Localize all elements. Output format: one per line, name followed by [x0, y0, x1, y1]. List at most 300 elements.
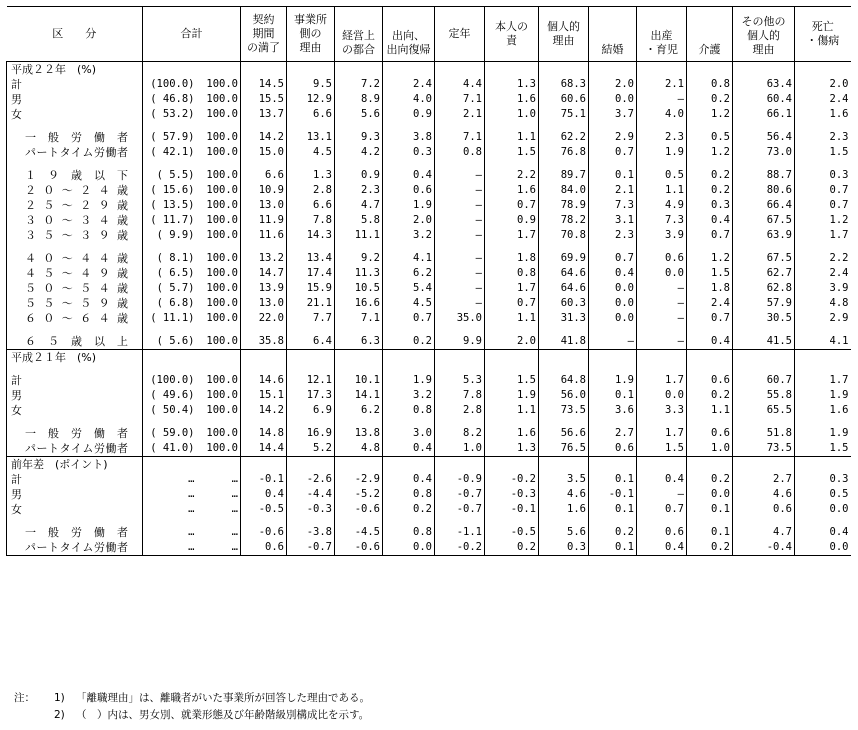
- composition-ratio: …: [143, 525, 197, 540]
- cell-value: [485, 457, 539, 473]
- cell-value: 0.9: [383, 107, 435, 122]
- composition-ratio: (100.0): [143, 373, 197, 388]
- cell-value: 4.5: [287, 145, 335, 160]
- cell-value: 0.7: [589, 251, 637, 266]
- cell-value: 78.2: [539, 213, 589, 228]
- cell-value: 5.8: [335, 213, 383, 228]
- cell-value: 2.3: [589, 228, 637, 243]
- cell-value: 3.2: [383, 228, 435, 243]
- cell-value: 0.9: [335, 168, 383, 183]
- cell-value: 4.1: [383, 251, 435, 266]
- cell-value: -5.2: [335, 487, 383, 502]
- cell-value: 3.7: [589, 107, 637, 122]
- cell-value: 1.3: [485, 77, 539, 92]
- cell-value: [589, 457, 637, 473]
- cell-value: 15.0: [241, 145, 287, 160]
- header-own-fault: 本人の 責: [485, 7, 539, 62]
- spacer-row: [7, 365, 851, 373]
- cell-value: -3.8: [287, 525, 335, 540]
- table-row: [7, 311, 851, 326]
- cell-value: 0.8: [383, 525, 435, 540]
- footnote-number: 2): [54, 709, 65, 721]
- cell-value: -2.9: [335, 472, 383, 487]
- cell-value: 22.0: [241, 311, 287, 326]
- cell-value: 0.7: [485, 296, 539, 311]
- composition-ratio: ( 41.0): [143, 441, 197, 457]
- cell-value: 5.6: [335, 107, 383, 122]
- cell-value: 100.0: [206, 282, 238, 294]
- cell-value: 73.0: [733, 145, 795, 160]
- cell-value: 67.5: [733, 213, 795, 228]
- cell-value: 1.2: [687, 107, 733, 122]
- header-retirement-age: 定年: [435, 7, 485, 62]
- row-label: 平成２１年 (%): [7, 350, 143, 366]
- cell-value: 0.0: [637, 266, 687, 281]
- header-death-illness: 死亡 ・傷病: [795, 7, 851, 62]
- row-label: 前年差 (ポイント): [7, 457, 143, 473]
- cell-value: 56.6: [539, 426, 589, 441]
- row-label: 女: [7, 107, 143, 122]
- row-label: ２０～２４歳: [7, 183, 143, 198]
- cell-value: 0.4: [589, 266, 637, 281]
- cell-value: 35.8: [241, 334, 287, 350]
- cell-value: 1.7: [637, 373, 687, 388]
- cell-value: [485, 350, 539, 366]
- table-row: [7, 198, 851, 213]
- cell-value: 100.0: [206, 146, 238, 158]
- cell-value: 100.0: [206, 78, 238, 90]
- cell-value: 56.4: [733, 130, 795, 145]
- cell-value: 7.8: [287, 213, 335, 228]
- table-row: [7, 426, 851, 441]
- cell-value: 1.2: [795, 213, 851, 228]
- cell-value: 0.4: [383, 168, 435, 183]
- table-row: [7, 525, 851, 540]
- header-contract-expiry: 契約 期間 の満了: [241, 7, 287, 62]
- cell-value: 35.0: [435, 311, 485, 326]
- cell-value: 1.0: [485, 107, 539, 122]
- cell-value: 11.1: [335, 228, 383, 243]
- cell-value: 0.5: [687, 130, 733, 145]
- footnote-mark: 注：: [14, 692, 35, 704]
- cell-value: 51.8: [733, 426, 795, 441]
- table-row: [7, 296, 851, 311]
- cell-value: 4.1: [795, 334, 851, 350]
- cell-value: 0.1: [687, 502, 733, 517]
- cell-value: 14.2: [241, 403, 287, 418]
- cell-value: 4.5: [383, 296, 435, 311]
- cell-value: 1.6: [485, 92, 539, 107]
- row-label: 平成２２年 (%): [7, 62, 143, 78]
- cell-value: [687, 350, 733, 366]
- row-label: 女: [7, 502, 143, 517]
- cell-value: 0.5: [637, 168, 687, 183]
- cell-value: 4.7: [335, 198, 383, 213]
- row-label: ４５～４９歳: [7, 266, 143, 281]
- cell-value: [589, 350, 637, 366]
- cell-value: 4.6: [539, 487, 589, 502]
- cell-value: 15.5: [241, 92, 287, 107]
- cell-value: 5.6: [539, 525, 589, 540]
- cell-value: 100.0: [206, 297, 238, 309]
- cell-value: [383, 350, 435, 366]
- cell-value: 13.8: [335, 426, 383, 441]
- composition-ratio: ( 11.7): [143, 213, 197, 228]
- cell-value: 0.2: [687, 168, 733, 183]
- cell-value: [795, 62, 851, 78]
- table-row: [7, 373, 851, 388]
- cell-value: -0.2: [435, 540, 485, 556]
- cell-value: 41.5: [733, 334, 795, 350]
- cell-value: 0.3: [539, 540, 589, 556]
- cell-value: 13.9: [241, 281, 287, 296]
- cell-value: [733, 457, 795, 473]
- cell-value: 0.1: [589, 502, 637, 517]
- cell-value: 0.6: [241, 540, 287, 556]
- composition-ratio: …: [143, 502, 197, 517]
- cell-value: 2.9: [589, 130, 637, 145]
- cell-value: [795, 350, 851, 366]
- cell-value: 1.9: [637, 145, 687, 160]
- cell-value: [637, 62, 687, 78]
- cell-value: 2.0: [383, 213, 435, 228]
- cell-value: 73.5: [733, 441, 795, 457]
- cell-value: [435, 457, 485, 473]
- composition-ratio: (100.0): [143, 77, 197, 92]
- cell-value: 1.8: [687, 281, 733, 296]
- cell-value: 1.9: [485, 388, 539, 403]
- cell-value: [637, 350, 687, 366]
- cell-value: 0.7: [687, 228, 733, 243]
- cell-value: 4.9: [637, 198, 687, 213]
- cell-value: 0.1: [589, 472, 637, 487]
- cell-value: [197, 457, 241, 473]
- cell-value: 63.4: [733, 77, 795, 92]
- cell-value: 1.7: [795, 373, 851, 388]
- cell-value: 0.4: [795, 525, 851, 540]
- cell-value: 1.5: [637, 441, 687, 457]
- row-label: ６０～６４歳: [7, 311, 143, 326]
- cell-value: 21.1: [287, 296, 335, 311]
- cell-value: 73.5: [539, 403, 589, 418]
- cell-value: 3.1: [589, 213, 637, 228]
- composition-ratio: ( 8.1): [143, 251, 197, 266]
- row-label: ６ ５ 歳 以 上: [7, 334, 143, 350]
- cell-value: 2.7: [733, 472, 795, 487]
- cell-value: 0.6: [637, 525, 687, 540]
- cell-value: [287, 457, 335, 473]
- cell-value: –: [435, 251, 485, 266]
- section-header-row: [7, 62, 851, 78]
- cell-value: 1.1: [485, 130, 539, 145]
- cell-value: 62.8: [733, 281, 795, 296]
- cell-value: 31.3: [539, 311, 589, 326]
- cell-value: 70.8: [539, 228, 589, 243]
- cell-value: 3.8: [383, 130, 435, 145]
- cell-value: [539, 457, 589, 473]
- cell-value: 7.1: [435, 130, 485, 145]
- cell-value: 62.2: [539, 130, 589, 145]
- composition-ratio: ( 15.6): [143, 183, 197, 198]
- cell-value: 100.0: [206, 93, 238, 105]
- cell-value: 0.0: [589, 311, 637, 326]
- cell-value: 1.0: [687, 441, 733, 457]
- cell-value: 2.9: [795, 311, 851, 326]
- cell-value: –: [435, 168, 485, 183]
- cell-value: 0.0: [589, 92, 637, 107]
- cell-value: 88.7: [733, 168, 795, 183]
- cell-value: 3.9: [637, 228, 687, 243]
- cell-value: 13.2: [241, 251, 287, 266]
- cell-value: 0.1: [589, 168, 637, 183]
- cell-value: –: [637, 334, 687, 350]
- cell-value: 0.8: [485, 266, 539, 281]
- header-secondment: 出向、 出向復帰: [383, 7, 435, 62]
- cell-value: 0.2: [383, 502, 435, 517]
- composition-ratio: ( 42.1): [143, 145, 197, 160]
- cell-value: 0.4: [637, 472, 687, 487]
- cell-value: 1.5: [795, 441, 851, 457]
- cell-value: [435, 350, 485, 366]
- cell-value: [687, 62, 733, 78]
- cell-value: 11.3: [335, 266, 383, 281]
- cell-value: 7.7: [287, 311, 335, 326]
- cell-value: 2.0: [485, 334, 539, 350]
- cell-value: -0.6: [335, 502, 383, 517]
- row-label: ２５～２９歳: [7, 198, 143, 213]
- cell-value: 0.3: [383, 145, 435, 160]
- spacer-row: [7, 326, 851, 334]
- cell-value: 12.9: [287, 92, 335, 107]
- cell-value: 10.9: [241, 183, 287, 198]
- cell-value: 100.0: [206, 131, 238, 143]
- row-label: 男: [7, 388, 143, 403]
- cell-value: 15.9: [287, 281, 335, 296]
- cell-value: 7.3: [589, 198, 637, 213]
- table-row: [7, 388, 851, 403]
- spacer-row: [7, 160, 851, 168]
- row-label: 男: [7, 487, 143, 502]
- cell-value: 1.0: [435, 441, 485, 457]
- cell-value: 1.8: [485, 251, 539, 266]
- cell-value: 0.8: [383, 403, 435, 418]
- cell-value: -0.6: [335, 540, 383, 556]
- cell-value: 6.6: [287, 107, 335, 122]
- table-row: [7, 502, 851, 517]
- row-label: １ ９ 歳 以 下: [7, 168, 143, 183]
- footnote-number: 1): [54, 692, 65, 704]
- row-label: パートタイム労働者: [7, 540, 143, 556]
- cell-value: 100.0: [206, 267, 238, 279]
- cell-value: 17.4: [287, 266, 335, 281]
- cell-value: –: [435, 228, 485, 243]
- cell-value: 0.2: [687, 540, 733, 556]
- section-header-row: [7, 350, 851, 366]
- cell-value: 6.6: [287, 198, 335, 213]
- cell-value: –: [435, 198, 485, 213]
- turnover-reasons-table: [6, 6, 851, 556]
- cell-value: 6.9: [287, 403, 335, 418]
- cell-value: 100.0: [206, 389, 238, 401]
- cell-value: 0.7: [383, 311, 435, 326]
- cell-value: 0.8: [435, 145, 485, 160]
- cell-value: 4.6: [733, 487, 795, 502]
- cell-value: 16.6: [335, 296, 383, 311]
- cell-value: 100.0: [206, 442, 238, 454]
- table-row: [7, 107, 851, 122]
- table-row: [7, 213, 851, 228]
- cell-value: 1.9: [795, 388, 851, 403]
- row-label: ３０～３４歳: [7, 213, 143, 228]
- cell-value: -0.6: [241, 525, 287, 540]
- cell-value: -0.7: [287, 540, 335, 556]
- cell-value: -4.5: [335, 525, 383, 540]
- cell-value: 1.1: [485, 311, 539, 326]
- cell-value: 100.0: [206, 427, 238, 439]
- header-childbirth: 出産 ・育児: [637, 7, 687, 62]
- cell-value: 1.6: [539, 502, 589, 517]
- cell-value: 4.7: [733, 525, 795, 540]
- cell-value: 13.4: [287, 251, 335, 266]
- cell-value: 0.1: [589, 540, 637, 556]
- row-label: ４０～４４歳: [7, 251, 143, 266]
- table-row: [7, 487, 851, 502]
- cell-value: 15.1: [241, 388, 287, 403]
- cell-value: 11.9: [241, 213, 287, 228]
- cell-value: 14.3: [287, 228, 335, 243]
- cell-value: 3.0: [383, 426, 435, 441]
- cell-value: –: [435, 266, 485, 281]
- cell-value: 1.6: [485, 426, 539, 441]
- cell-value: 2.1: [435, 107, 485, 122]
- cell-value: 17.3: [287, 388, 335, 403]
- cell-value: 2.7: [589, 426, 637, 441]
- row-label: 計: [7, 373, 143, 388]
- composition-ratio: …: [143, 540, 197, 556]
- cell-value: 0.7: [637, 502, 687, 517]
- cell-value: 0.3: [795, 472, 851, 487]
- cell-value: 1.6: [795, 403, 851, 418]
- cell-value: [637, 457, 687, 473]
- table-row: [7, 77, 851, 92]
- cell-value: 69.9: [539, 251, 589, 266]
- cell-value: 100.0: [206, 184, 238, 196]
- cell-value: [539, 350, 589, 366]
- table-row: [7, 168, 851, 183]
- cell-value: 0.1: [589, 388, 637, 403]
- cell-value: 7.3: [637, 213, 687, 228]
- row-label: パートタイム労働者: [7, 145, 143, 160]
- cell-value: 0.3: [795, 168, 851, 183]
- table-body: [7, 62, 851, 556]
- cell-value: 100.0: [206, 252, 238, 264]
- composition-ratio: [143, 457, 197, 473]
- cell-value: -4.4: [287, 487, 335, 502]
- cell-value: –: [435, 281, 485, 296]
- cell-value: -0.1: [485, 502, 539, 517]
- cell-value: 9.2: [335, 251, 383, 266]
- footnotes: [14, 690, 370, 724]
- cell-value: 14.4: [241, 441, 287, 457]
- header-other-personal: その他の 個人的 理由: [733, 7, 795, 62]
- cell-value: 14.7: [241, 266, 287, 281]
- cell-value: 10.1: [335, 373, 383, 388]
- row-label: 計: [7, 472, 143, 487]
- cell-value: -0.3: [485, 487, 539, 502]
- cell-value: -0.7: [435, 487, 485, 502]
- cell-value: [539, 62, 589, 78]
- cell-value: 0.7: [485, 198, 539, 213]
- header-business-circumstances: 経営上 の都合: [335, 7, 383, 62]
- table-row: [7, 472, 851, 487]
- cell-value: 78.9: [539, 198, 589, 213]
- cell-value: 0.2: [485, 540, 539, 556]
- cell-value: [435, 62, 485, 78]
- cell-value: 63.9: [733, 228, 795, 243]
- cell-value: 1.6: [795, 107, 851, 122]
- cell-value: …: [231, 488, 238, 500]
- cell-value: 100.0: [206, 374, 238, 386]
- composition-ratio: ( 53.2): [143, 107, 197, 122]
- cell-value: -0.2: [485, 472, 539, 487]
- row-label: ５５～５９歳: [7, 296, 143, 311]
- cell-value: 100.0: [206, 312, 238, 324]
- section-header-row: [7, 457, 851, 473]
- table-row: [7, 145, 851, 160]
- cell-value: 0.2: [687, 388, 733, 403]
- cell-value: 4.0: [637, 107, 687, 122]
- cell-value: 1.1: [637, 183, 687, 198]
- composition-ratio: ( 46.8): [143, 92, 197, 107]
- cell-value: 4.8: [795, 296, 851, 311]
- composition-ratio: [143, 350, 197, 366]
- composition-ratio: ( 57.9): [143, 130, 197, 145]
- cell-value: 1.6: [485, 183, 539, 198]
- cell-value: 2.4: [687, 296, 733, 311]
- cell-value: 100.0: [206, 404, 238, 416]
- cell-value: 80.6: [733, 183, 795, 198]
- cell-value: 0.6: [589, 441, 637, 457]
- cell-value: 0.4: [637, 540, 687, 556]
- cell-value: 1.3: [485, 441, 539, 457]
- cell-value: [733, 62, 795, 78]
- cell-value: …: [197, 540, 241, 556]
- cell-value: 14.8: [241, 426, 287, 441]
- cell-value: 0.4: [383, 441, 435, 457]
- table-row: [7, 183, 851, 198]
- cell-value: 1.1: [485, 403, 539, 418]
- cell-value: 14.1: [335, 388, 383, 403]
- cell-value: 7.1: [435, 92, 485, 107]
- cell-value: 1.9: [589, 373, 637, 388]
- cell-value: 1.9: [383, 198, 435, 213]
- cell-value: 56.0: [539, 388, 589, 403]
- footnote-text: （ ）内は、男女別、就業形態及び年齢階級別構成比を示す。: [76, 709, 370, 721]
- cell-value: 1.2: [687, 251, 733, 266]
- cell-value: 0.0: [795, 502, 851, 517]
- footnote: [14, 690, 370, 707]
- cell-value: 9.9: [435, 334, 485, 350]
- cell-value: 0.6: [383, 183, 435, 198]
- cell-value: 100.0: [206, 199, 238, 211]
- cell-value: –: [435, 183, 485, 198]
- cell-value: 7.1: [335, 311, 383, 326]
- cell-value: 4.2: [335, 145, 383, 160]
- spacer-row: [7, 122, 851, 130]
- cell-value: 11.6: [241, 228, 287, 243]
- table-row: [7, 403, 851, 418]
- row-label: 女: [7, 403, 143, 418]
